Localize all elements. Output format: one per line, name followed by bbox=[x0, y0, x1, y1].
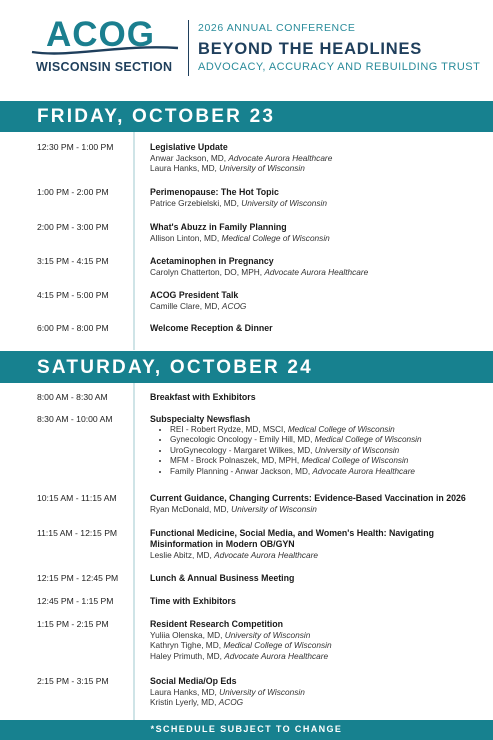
list-item: • UroGynecology - Margaret Wilkes, MD, University of Wisconsin bbox=[170, 446, 480, 456]
speaker: Kristin Lyerly, MD, ACOG bbox=[150, 697, 244, 708]
day-title: FRIDAY, OCTOBER 23 bbox=[37, 106, 276, 127]
session-title: Lunch & Annual Business Meeting bbox=[150, 573, 295, 583]
session-time: 12:15 PM - 12:45 PM bbox=[37, 573, 119, 583]
speaker: Haley Primuth, MD, Advocate Aurora Healthcare bbox=[150, 650, 329, 661]
logo-section-name: WISCONSIN SECTION bbox=[36, 60, 173, 74]
session-time: 1:15 PM - 2:15 PM bbox=[37, 619, 109, 629]
conference-title: BEYOND THE HEADLINES bbox=[198, 40, 423, 58]
session-time: 6:00 PM - 8:00 PM bbox=[37, 323, 109, 333]
speaker: Kathryn Tighe, MD, Medical College of Wisconsin bbox=[150, 640, 332, 651]
speaker: Ryan McDonald, MD, University of Wisconsin bbox=[150, 504, 317, 514]
session-title: Functional Medicine, Social Media, and Women's Health: Navigating Misinformation in Modern OB/GYN bbox=[150, 528, 434, 549]
timeline-rule bbox=[133, 132, 135, 350]
logo-swoosh-icon bbox=[30, 42, 180, 58]
session-title: Subspecialty Newsflash bbox=[150, 414, 251, 424]
session-title: Legislative Update bbox=[150, 142, 228, 152]
session-title: What's Abuzz in Family Planning bbox=[150, 222, 287, 232]
session-time: 10:15 AM - 11:15 AM bbox=[37, 493, 117, 503]
day-banner-saturday bbox=[0, 351, 493, 383]
logo-wordmark: ACOG bbox=[46, 15, 155, 54]
schedule-friday bbox=[0, 132, 493, 350]
schedule-disclaimer: *SCHEDULE SUBJECT TO CHANGE bbox=[150, 724, 343, 734]
list-item: • Family Planning - Anwar Jackson, MD, Advocate Aurora Healthcare bbox=[170, 467, 480, 477]
list-item: • MFM - Brock Polnaszek, MD, MPH, Medical College of Wisconsin bbox=[170, 456, 480, 466]
panelist-list bbox=[150, 425, 480, 477]
session-time: 3:15 PM - 4:15 PM bbox=[37, 256, 109, 266]
acog-logo bbox=[30, 14, 180, 80]
session-time: 1:00 PM - 2:00 PM bbox=[37, 187, 109, 197]
session-time: 2:15 PM - 3:15 PM bbox=[37, 676, 109, 686]
conference-year: 2026 ANNUAL CONFERENCE bbox=[198, 22, 356, 34]
list-item: • REI - Robert Rydze, MD, MSCI, Medical College of Wisconsin bbox=[170, 425, 480, 435]
day-banner-friday bbox=[0, 101, 493, 132]
speaker: Anwar Jackson, MD, Advocate Aurora Healthcare bbox=[150, 153, 333, 163]
session-title: Social Media/Op Eds bbox=[150, 676, 237, 686]
session-time: 8:00 AM - 8:30 AM bbox=[37, 392, 108, 402]
session-title: Current Guidance, Changing Currents: Evidence-Based Vaccination in 2026 bbox=[150, 493, 466, 503]
header-divider bbox=[188, 20, 189, 76]
session-title: Acetaminophen in Pregnancy bbox=[150, 256, 274, 266]
schedule-saturday bbox=[0, 383, 493, 720]
speaker: Leslie Abitz, MD, Advocate Aurora Healthcare bbox=[150, 550, 319, 560]
speaker: Carolyn Chatterton, DO, MPH, Advocate Aurora Healthcare bbox=[150, 267, 369, 277]
session-time: 4:15 PM - 5:00 PM bbox=[37, 290, 109, 300]
conference-tagline: ADVOCACY, ACCURACY AND REBUILDING TRUST bbox=[198, 61, 481, 73]
timeline-rule bbox=[133, 383, 135, 720]
session-title: Time with Exhibitors bbox=[150, 596, 236, 606]
speaker: Laura Hanks, MD, University of Wisconsin bbox=[150, 687, 305, 697]
session-title: Perimenopause: The Hot Topic bbox=[150, 187, 279, 197]
session-time: 12:45 PM - 1:15 PM bbox=[37, 596, 114, 606]
speaker: Allison Linton, MD, Medical College of Wisconsin bbox=[150, 233, 330, 243]
speaker: Yuliia Olenska, MD, University of Wisconsin bbox=[150, 630, 311, 640]
list-item: • Gynecologic Oncology - Emily Hill, MD, Medical College of Wisconsin bbox=[170, 435, 480, 445]
session-title: Welcome Reception & Dinner bbox=[150, 323, 273, 333]
session-time: 12:30 PM - 1:00 PM bbox=[37, 142, 114, 152]
session-title: Breakfast with Exhibitors bbox=[150, 392, 256, 402]
session-time: 11:15 AM - 12:15 PM bbox=[37, 528, 118, 538]
session-time: 2:00 PM - 3:00 PM bbox=[37, 222, 109, 232]
session-title: ACOG President Talk bbox=[150, 290, 239, 300]
session-title: Resident Research Competition bbox=[150, 619, 283, 629]
speaker: Laura Hanks, MD, University of Wisconsin bbox=[150, 163, 305, 174]
speaker: Patrice Grzebielski, MD, University of Wisconsin bbox=[150, 198, 327, 208]
day-title: SATURDAY, OCTOBER 24 bbox=[37, 357, 313, 378]
speaker: Camille Clare, MD, ACOG bbox=[150, 301, 247, 311]
session-time: 8:30 AM - 10:00 AM bbox=[37, 414, 113, 424]
footer-banner bbox=[0, 720, 493, 740]
page-header bbox=[0, 0, 493, 100]
